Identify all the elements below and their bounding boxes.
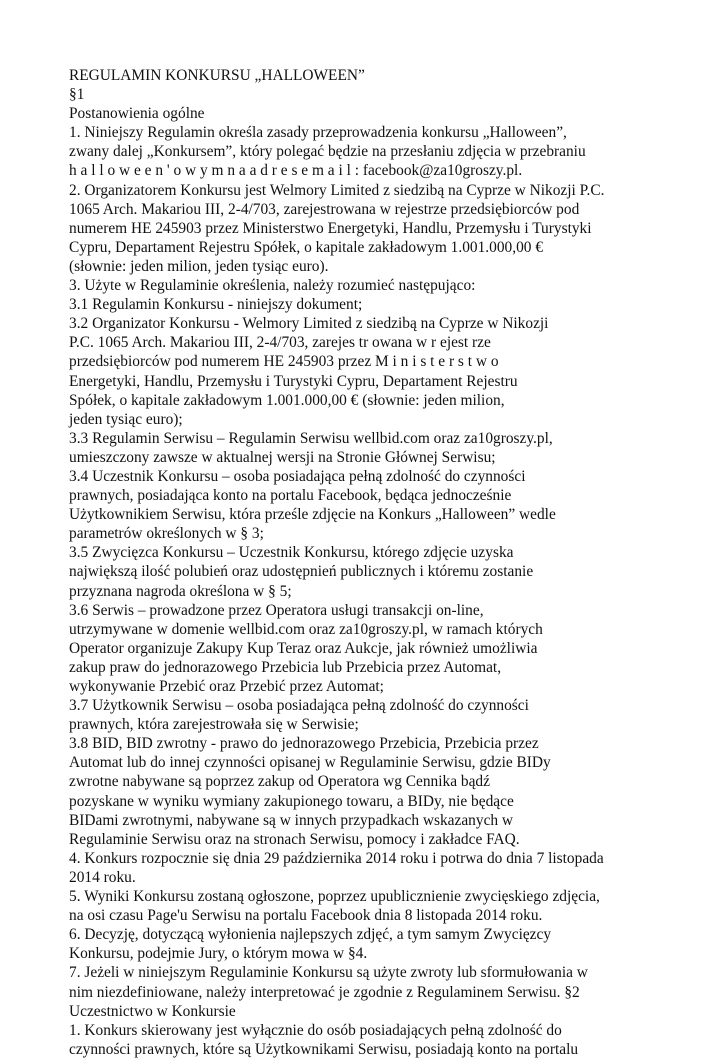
text-line: zwrotne nabywane są poprzez zakup od Operatora wg Cennika bądź bbox=[69, 773, 490, 791]
text-line: 6. Decyzję, dotyczącą wyłonienia najlepszych zdjęć, a tym samym Zwycięzcy bbox=[69, 926, 552, 944]
text-line: 7. Jeżeli w niniejszym Regulaminie Konkursu są użyte zwroty lub sformułowania w bbox=[69, 964, 588, 982]
text-line: zakup praw do jednorazowego Przebicia lub Przebicia przez Automat, bbox=[69, 658, 502, 676]
text-line: 3.3 Regulamin Serwisu – Regulamin Serwisu wellbid.com oraz za10groszy.pl, bbox=[69, 429, 553, 447]
document-title: REGULAMIN KONKURSU „HALLOWEEN” bbox=[69, 67, 365, 84]
section-heading: 1. Konkurs skierowany jest wyłącznie do osób posiadających pełną zdolność do bbox=[69, 1021, 562, 1039]
text-line: h a l l o w e e n ' o w y m n a a d r e s e m a i l : facebook@za10groszy.pl. bbox=[69, 162, 523, 180]
text-line: przyznana nagroda określona w § 5; bbox=[69, 582, 292, 600]
text-line: 3. Użyte w Regulaminie określenia, należy rozumieć następująco: bbox=[69, 277, 476, 295]
text-line: nim niezdefiniowane, należy interpretować je zgodnie z Regulaminem Serwisu. §2 bbox=[69, 983, 580, 1001]
text-line: (słownie: jeden milion, jeden tysiąc euro). bbox=[69, 257, 329, 275]
text-line: 3.1 Regulamin Konkursu - niniejszy dokument; bbox=[69, 296, 363, 314]
section-number: §1 bbox=[69, 86, 85, 104]
text-line: P.C. 1065 Arch. Makariou III, 2-4/703, zarejes tr owana w r ejest rze bbox=[69, 334, 491, 352]
text-line: 3.4 Uczestnik Konkursu – osoba posiadająca pełną zdolność do czynności bbox=[69, 467, 526, 485]
text-line: 1065 Arch. Makariou III, 2-4/703, zarejestrowana w rejestrze przedsiębiorców pod bbox=[69, 200, 580, 218]
text-line: Spółek, o kapitale zakładowym 1.001.000,00 € (słownie: jeden milion, bbox=[69, 391, 505, 409]
text-line: Cypru, Departament Rejestru Spółek, o kapitale zakładowym 1.001.000,00 € bbox=[69, 238, 544, 256]
text-line: Energetyki, Handlu, Przemysłu i Turystyki Cypru, Departament Rejestru bbox=[69, 372, 518, 390]
text-line: 5. Wyniki Konkursu zostaną ogłoszone, poprzez upublicznienie zwycięskiego zdjęcia, bbox=[69, 888, 600, 906]
text-line: Konkursu, podejmie Jury, o którym mowa w §4. bbox=[69, 945, 368, 963]
text-line: 4. Konkurs rozpocznie się dnia 29 października 2014 roku i potrwa do dnia 7 listopada bbox=[69, 849, 604, 867]
text-line: 3.8 BID, BID zwrotny - prawo do jednorazowego Przebicia, Przebicia przez bbox=[69, 735, 539, 753]
text-line: Regulaminie Serwisu oraz na stronach Serwisu, pomocy i zakładce FAQ. bbox=[69, 830, 520, 848]
text-line: 3.2 Organizator Konkursu - Welmory Limited z siedzibą na Cyprze w Nikozji bbox=[69, 315, 549, 333]
text-line: umieszczony zawsze w aktualnej wersji na Stronie Głównej Serwisu; bbox=[69, 448, 496, 466]
text-line: Użytkownikiem Serwisu, która prześle zdjęcie na Konkurs „Halloween” wedle bbox=[69, 506, 556, 524]
text-line: pozyskane w wyniku wymiany zakupionego towaru, a BIDy, nie będące bbox=[69, 792, 514, 810]
text-line: 3.7 Użytkownik Serwisu – osoba posiadająca pełną zdolność do czynności bbox=[69, 697, 529, 715]
text-line: 2. Organizatorem Konkursu jest Welmory Limited z siedzibą na Cyprze w Nikozji P.C. bbox=[69, 181, 605, 199]
text-line: jeden tysiąc euro); bbox=[69, 410, 183, 428]
text-line: Uczestnictwo w Konkursie bbox=[69, 1002, 236, 1020]
text-line: przedsiębiorców pod numerem HE 245903 przez M i n i s t e r s t w o bbox=[69, 353, 499, 371]
text-line: prawnych, która zarejestrowała się w Serwisie; bbox=[69, 716, 359, 734]
text-line: prawnych, posiadająca konto na portalu Facebook, będąca jednocześnie bbox=[69, 487, 512, 505]
text-line: BIDami zwrotnymi, nabywane są w innych przypadkach wskazanych w bbox=[69, 811, 514, 829]
text-line: 2014 roku. bbox=[69, 868, 136, 886]
document-page bbox=[69, 66, 689, 1059]
text-line: utrzymywane w domenie wellbid.com oraz za10groszy.pl, w ramach których bbox=[69, 620, 543, 638]
text-line: numerem HE 245903 przez Ministerstwo Energetyki, Handlu, Przemysłu i Turystyki bbox=[69, 219, 592, 237]
section-heading: Postanowienia ogólne bbox=[69, 105, 205, 123]
text-line: 1. Niniejszy Regulamin określa zasady przeprowadzenia konkursu „Halloween”, bbox=[69, 124, 567, 142]
text-line: największą ilość polubień oraz udostępnień publicznych i któremu zostanie bbox=[69, 563, 534, 581]
text-line: na osi czasu Page'u Serwisu na portalu Facebook dnia 8 listopada 2014 roku. bbox=[69, 907, 543, 925]
text-line: 3.6 Serwis – prowadzone przez Operatora usługi transakcji on-line, bbox=[69, 601, 484, 619]
text-line: 3.5 Zwycięzca Konkursu – Uczestnik Konkursu, którego zdjęcie uzyska bbox=[69, 544, 514, 562]
text-line: parametrów określonych w § 3; bbox=[69, 525, 264, 543]
text-line: wykonywanie Przebić oraz Przebić przez Automat; bbox=[69, 678, 384, 695]
text-line: Operator organizuje Zakupy Kup Teraz oraz Aukcje, jak również umożliwia bbox=[69, 639, 538, 657]
text-line: zwany dalej „Konkursem”, który polegać będzie na przesłaniu zdjęcia w przebraniu bbox=[69, 143, 586, 161]
text-line: Automat lub do innej czynności opisanej w Regulaminie Serwisu, gdzie BIDy bbox=[69, 754, 551, 772]
text-line: czynności prawnych, które są Użytkownikami Serwisu, posiadają konto na portalu bbox=[69, 1040, 579, 1058]
